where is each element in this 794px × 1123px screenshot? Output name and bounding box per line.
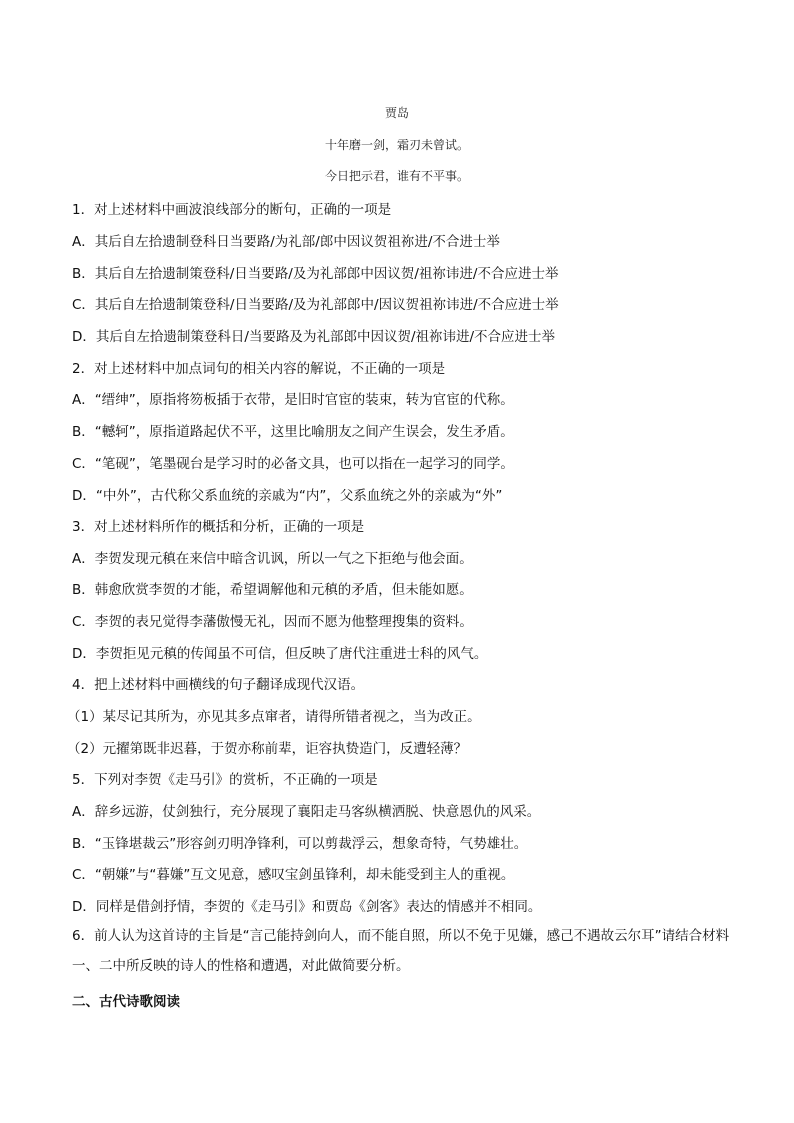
question-1-option-a: A．其后自左拾遗制登科日当要路/为礼部/郎中因议贺祖祢进/不合进士举: [72, 234, 500, 250]
question-5-option-a: A．辞乡远游，仗剑独行，充分展现了襄阳走马客纵横洒脱、快意恩仇的风采。: [72, 804, 541, 820]
question-6-stem: 6．前人认为这首诗的主旨是“言己能持剑向人，而不能自照，所以不免于见嫌，感己不遇故云尔耳”请结合材料一、二中所反映的诗人的性格和遭遇，对此做简要分析。: [72, 928, 730, 974]
question-2-option-d: D．“中外”，古代称父系血统的亲戚为“内”，父系血统之外的亲戚为“外”: [72, 488, 503, 504]
poem-line-2: 今日把示君，谁有不平事。: [324, 169, 469, 183]
question-1-option-c: C．其后自左拾遗制策登科/日当要路/及为礼部郎中/因议贺祖祢讳进/不合应进士举: [72, 297, 559, 313]
question-4-sentence-2: （2）元擢第既非迟暮，于贺亦称前辈，讵容执贽造门，反遭轻薄？: [67, 741, 468, 757]
question-3-stem: 3．对上述材料所作的概括和分析，正确的一项是: [72, 519, 365, 535]
question-2-option-c: C．“笔砚”，笔墨砚台是学习时的必备文具，也可以指在一起学习的同学。: [72, 456, 514, 472]
question-4-sentence-1: （1）某尽记其所为，亦见其多点窜者，请得所错者视之，当为改正。: [67, 709, 481, 725]
question-3-option-b: B．韩愈欣赏李贺的才能，希望调解他和元稹的矛盾，但未能如愿。: [72, 582, 473, 598]
question-5-stem: 5．下列对李贺《走马引》的赏析，不正确的一项是: [72, 772, 378, 788]
question-2-option-b: B．“轗轲”，原指道路起伏不平，这里比喻朋友之间产生误会，发生矛盾。: [72, 424, 514, 440]
poem-title: 贾岛: [384, 106, 409, 120]
question-1-option-d: D．其后自左拾遗制策登科日/当要路及为礼部郎中因议贺/祖祢讳进/不合应进士举: [72, 329, 556, 345]
question-4-stem: 4．把上述材料中画横线的句子翻译成现代汉语。: [72, 677, 365, 693]
question-1-option-b: B．其后自左拾遗制策登科/日当要路/及为礼部郎中因议贺/祖祢讳进/不合应进士举: [72, 266, 559, 282]
question-2-option-a: A．“缙绅”，原指将笏板插于衣带，是旧时官宦的装束，转为官宦的代称。: [72, 392, 514, 408]
question-2-stem: 2．对上述材料中加点词句的相关内容的解说，不正确的一项是: [72, 361, 446, 377]
question-3-option-d: D．李贺拒见元稹的传闻虽不可信，但反映了唐代注重进士科的风气。: [72, 646, 488, 662]
question-5-option-c: C．“朝嫌”与“暮嫌”互文见意，感叹宝剑虽锋利，却未能受到主人的重视。: [72, 867, 515, 883]
question-1-stem: 1．对上述材料中画波浪线部分的断句，正确的一项是: [72, 202, 392, 218]
question-5-option-b: B．“玉锋堪裁云”形容剑刃明净锋利，可以剪裁浮云，想象奇特，气势雄壮。: [72, 836, 528, 852]
question-3-option-c: C．李贺的表兄觉得李藩傲慢无礼，因而不愿为他整理搜集的资料。: [72, 614, 473, 630]
question-5-option-d: D．同样是借剑抒情，李贺的《走马引》和贾岛《剑客》表达的情感并不相同。: [72, 899, 542, 915]
poem-line-1: 十年磨一剑，霜刃未曾试。: [324, 138, 469, 152]
question-3-option-a: A．李贺发现元稹在来信中暗含讥讽，所以一气之下拒绝与他会面。: [72, 551, 473, 567]
section-heading: 二、古代诗歌阅读: [72, 994, 180, 1010]
